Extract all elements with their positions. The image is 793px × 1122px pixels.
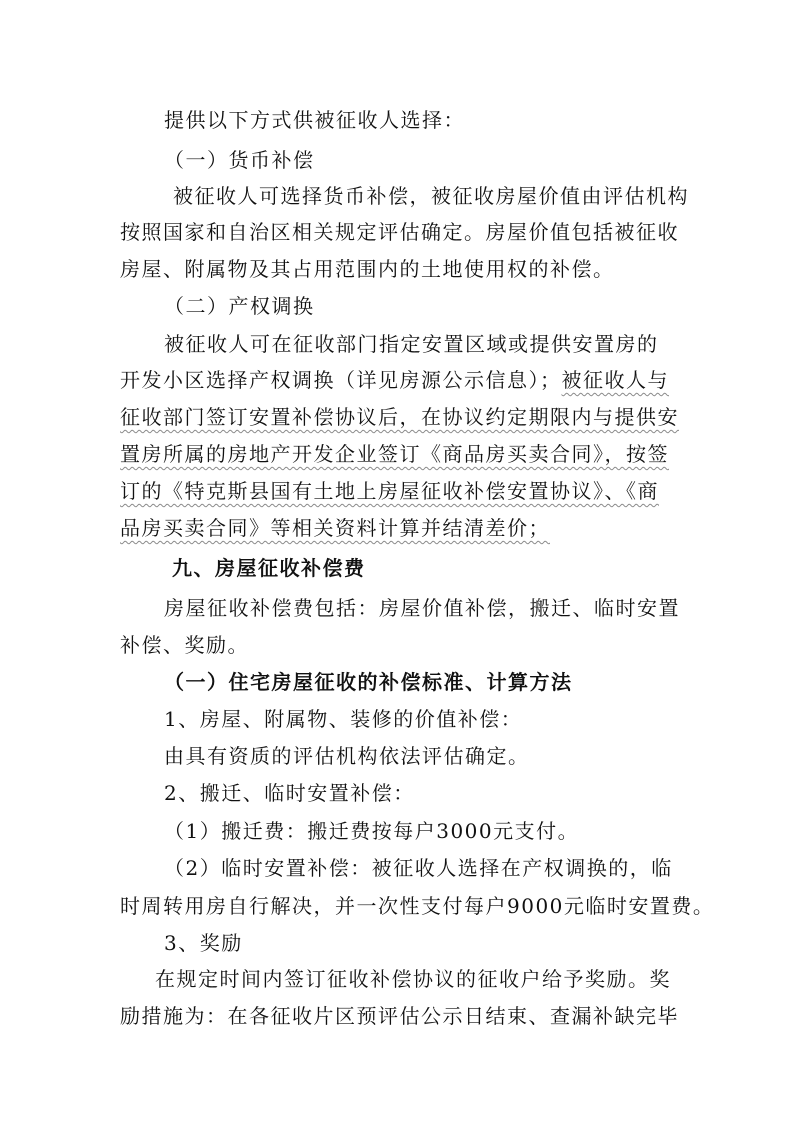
text-line: 时周转用房自行解决，并一次性支付每户9000元临时安置费。 bbox=[120, 894, 715, 918]
text-line: 励措施为：在各征收片区预评估公示日结束、查漏补缺完毕 bbox=[120, 1004, 679, 1028]
text-line: （2）临时安置补偿：被征收人选择在产权调换的，临 bbox=[164, 856, 673, 880]
text-segment: 开发小区选择产权调换（详见房源公示信息）； bbox=[120, 368, 562, 392]
section-heading-9: 九、房屋征收补偿费 bbox=[172, 556, 366, 580]
text-line: 被征收人可选择货币补偿，被征收房屋价值由评估机构 bbox=[173, 184, 689, 208]
text-line: 由具有资质的评估机构依法评估确定。 bbox=[164, 744, 530, 768]
text-line: 补偿、奖励。 bbox=[120, 633, 249, 657]
underlined-text: 被征收人与 bbox=[561, 368, 669, 392]
underlined-text-line: 征收部门签订安置补偿协议后，在协议约定期限内与提供安 bbox=[120, 405, 679, 429]
underlined-text-line: 置房所属的房地产开发企业签订《商品房买卖合同》，按签 bbox=[120, 442, 669, 466]
text-line: 房屋征收补偿费包括：房屋价值补偿，搬迁、临时安置 bbox=[164, 596, 680, 620]
text-line: 2、搬迁、临时安置补偿： bbox=[164, 781, 415, 805]
text-line: 提供以下方式供被征收人选择： bbox=[164, 108, 465, 132]
text-line: 被征收人可在征收部门指定安置区域或提供安置房的 bbox=[164, 332, 659, 356]
subheading-currency-compensation: （一）货币补偿 bbox=[164, 148, 315, 172]
text-line: 3、奖励 bbox=[164, 931, 243, 955]
text-line: 在规定时间内签订征收补偿协议的征收户给予奖励。奖 bbox=[155, 967, 671, 991]
text-line: 房屋、附属物及其占用范围内的土地使用权的补偿。 bbox=[120, 257, 615, 281]
underlined-text-line: 订的《特克斯县国有土地上房屋征收补偿安置协议》、《商 bbox=[120, 479, 659, 503]
subheading-property-exchange: （二）产权调换 bbox=[164, 294, 315, 318]
text-line bbox=[120, 367, 669, 393]
text-line: （1）搬迁费：搬迁费按每户3000元支付。 bbox=[164, 819, 580, 843]
text-line: 1、房屋、附属物、装修的价值补偿： bbox=[164, 707, 523, 731]
subheading-residential-standard: （一）住宅房屋征收的补偿标准、计算方法 bbox=[164, 670, 573, 694]
text-line: 按照国家和自治区相关规定评估确定。房屋价值包括被征收 bbox=[120, 220, 679, 244]
underlined-text-line: 品房买卖合同》等相关资料计算并结清差价； bbox=[120, 516, 550, 540]
